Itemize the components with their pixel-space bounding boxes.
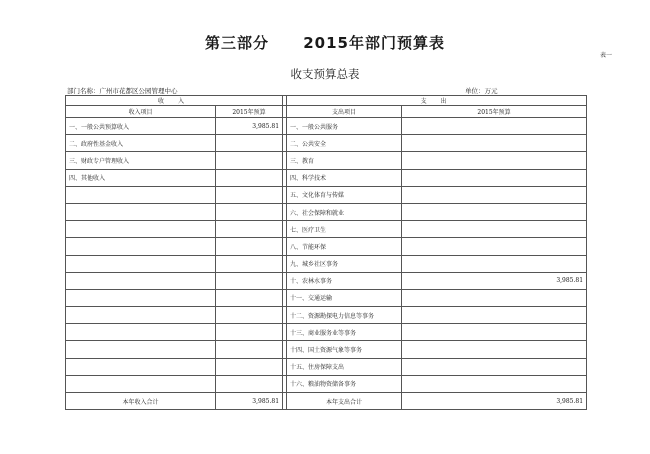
expense-value [402,135,587,152]
table-row [66,375,587,392]
income-item [66,221,216,238]
document-title: 收支预算总表 [290,67,360,81]
income-item [66,255,216,272]
table-row [66,221,587,238]
income-value [216,221,283,238]
table-row [66,289,587,306]
expense-value [402,358,587,375]
expense-item: 十、农林水事务 [287,272,402,289]
income-value [216,238,283,255]
income-item [66,186,216,203]
income-value [216,152,283,169]
income-item [66,324,216,341]
income-total-value: 3,985.81 [216,393,283,410]
expense-value [402,307,587,324]
band-row [66,96,587,106]
income-value [216,324,283,341]
income-total-label: 本年收入合计 [66,393,216,410]
income-budget-header: 2015年预算 [216,106,283,118]
expense-item: 十三、商业服务业等事务 [287,324,402,341]
table-row [66,341,587,358]
expense-value: 3,985.81 [402,272,587,289]
income-value [216,289,283,306]
income-item [66,289,216,306]
expense-value [402,221,587,238]
expense-item: 二、公共安全 [287,135,402,152]
expense-value [402,289,587,306]
table-row [66,135,587,152]
expense-value [402,324,587,341]
expense-item: 五、文化体育与传媒 [287,186,402,203]
income-value [216,341,283,358]
expense-band: 支 出 [287,96,587,106]
expense-item-header: 支出项目 [287,106,402,118]
income-value [216,186,283,203]
table-row [66,169,587,186]
department-name: 部门名称：广州市花都区公园管理中心 [67,87,178,95]
income-item [66,307,216,324]
expense-item: 十六、粮油物资储备事务 [287,375,402,392]
expense-value [402,375,587,392]
expense-item: 六、社会保障和就业 [287,203,402,220]
expense-total-value: 3,985.81 [402,393,587,410]
expense-budget-header: 2015年预算 [402,106,587,118]
form-number: 表一 [599,52,612,59]
section-title [0,32,650,53]
budget-table [65,95,587,410]
expense-item: 九、城乡社区事务 [287,255,402,272]
expense-value [402,186,587,203]
table-row [66,307,587,324]
income-item [66,358,216,375]
table-row [66,255,587,272]
expense-value [402,255,587,272]
income-item: 二、政府性基金收入 [66,135,216,152]
expense-item: 七、医疗卫生 [287,221,402,238]
table-row [66,152,587,169]
table-row [66,358,587,375]
table-row [66,272,587,289]
table-row [66,203,587,220]
page-title: 2015年部门预算表 [303,34,445,52]
expense-item: 四、科学技术 [287,169,402,186]
income-item [66,238,216,255]
expense-value [402,169,587,186]
table-row [66,186,587,203]
income-value [216,272,283,289]
income-value [216,307,283,324]
income-item [66,341,216,358]
table-row [66,324,587,341]
expense-value [402,203,587,220]
income-value [216,169,283,186]
expense-value [402,152,587,169]
expense-item: 十四、国土资源气象等事务 [287,341,402,358]
income-band: 收 入 [66,96,283,106]
expense-item: 十二、资源勘探电力信息等事务 [287,307,402,324]
income-value [216,375,283,392]
expense-total-label: 本年支出合计 [287,393,402,410]
income-value [216,135,283,152]
income-item [66,203,216,220]
income-value [216,203,283,220]
income-item-header: 收入项目 [66,106,216,118]
expense-value [402,341,587,358]
expense-value [402,118,587,135]
expense-item: 三、教育 [287,152,402,169]
header-row [66,106,587,118]
table-row [66,118,587,135]
table-row [66,238,587,255]
expense-item: 十五、住房保障支出 [287,358,402,375]
income-item: 四、其他收入 [66,169,216,186]
income-item: 一、一般公共预算收入 [66,118,216,135]
expense-item: 十一、交通运输 [287,289,402,306]
income-item [66,375,216,392]
expense-item: 八、节能环保 [287,238,402,255]
part-label: 第三部分 [205,34,270,52]
income-item: 三、财政专户管理收入 [66,152,216,169]
income-value [216,358,283,375]
expense-value [402,238,587,255]
income-item [66,272,216,289]
income-value: 3,985.81 [216,118,283,135]
income-value [216,255,283,272]
totals-row [66,393,587,410]
unit-label: 单位：万元 [465,87,498,95]
expense-item: 一、一般公共服务 [287,118,402,135]
